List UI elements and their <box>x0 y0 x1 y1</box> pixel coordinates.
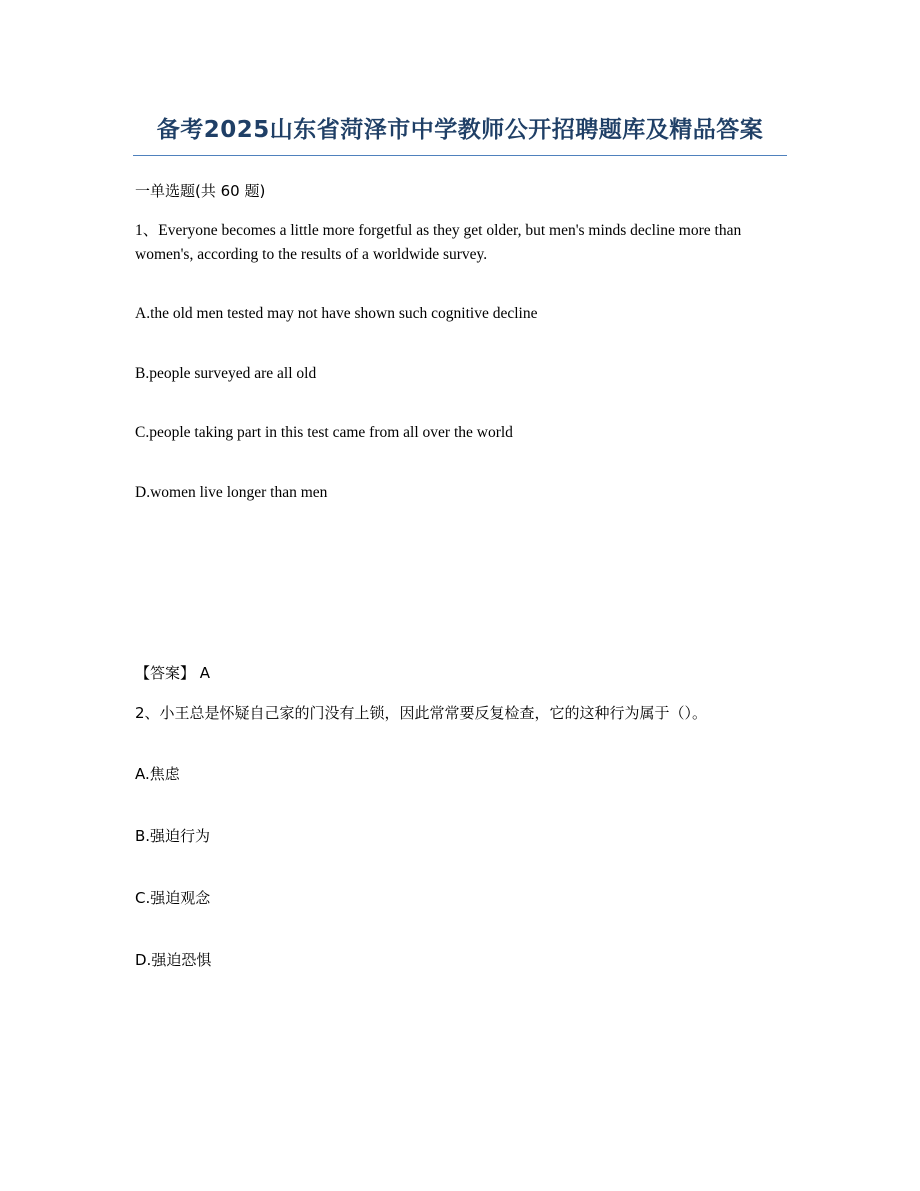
title-divider <box>133 155 787 156</box>
question-2-option-d: D.强迫恐惧 <box>135 951 212 969</box>
question-1-option-c: C.people taking part in this test came from all over the world <box>135 424 513 441</box>
question-2-option-c: C.强迫观念 <box>135 889 211 907</box>
question-1-stem: 1、Everyone becomes a little more forgetful as they get older, but men's minds decline more than women's, according to the results of a worldwide survey. <box>135 222 742 263</box>
question-1-option-b: B.people surveyed are all old <box>135 365 317 382</box>
question-2-option-b: B.强迫行为 <box>135 827 211 845</box>
question-1-answer: 【答案】 A <box>135 664 211 682</box>
question-2-option-a: A.焦虑 <box>135 765 180 783</box>
question-1-option-a: A.the old men tested may not have shown such cognitive decline <box>135 305 538 322</box>
section-heading: 一单选题(共 60 题) <box>135 182 266 200</box>
question-1-option-d: D.women live longer than men <box>135 484 328 501</box>
document-title: 备考2025山东省菏泽市中学教师公开招聘题库及精品答案 <box>156 117 764 143</box>
question-2-stem: 2、小王总是怀疑自己家的门没有上锁，因此常常要反复检查，它的这种行为属于（）。 <box>135 704 708 722</box>
